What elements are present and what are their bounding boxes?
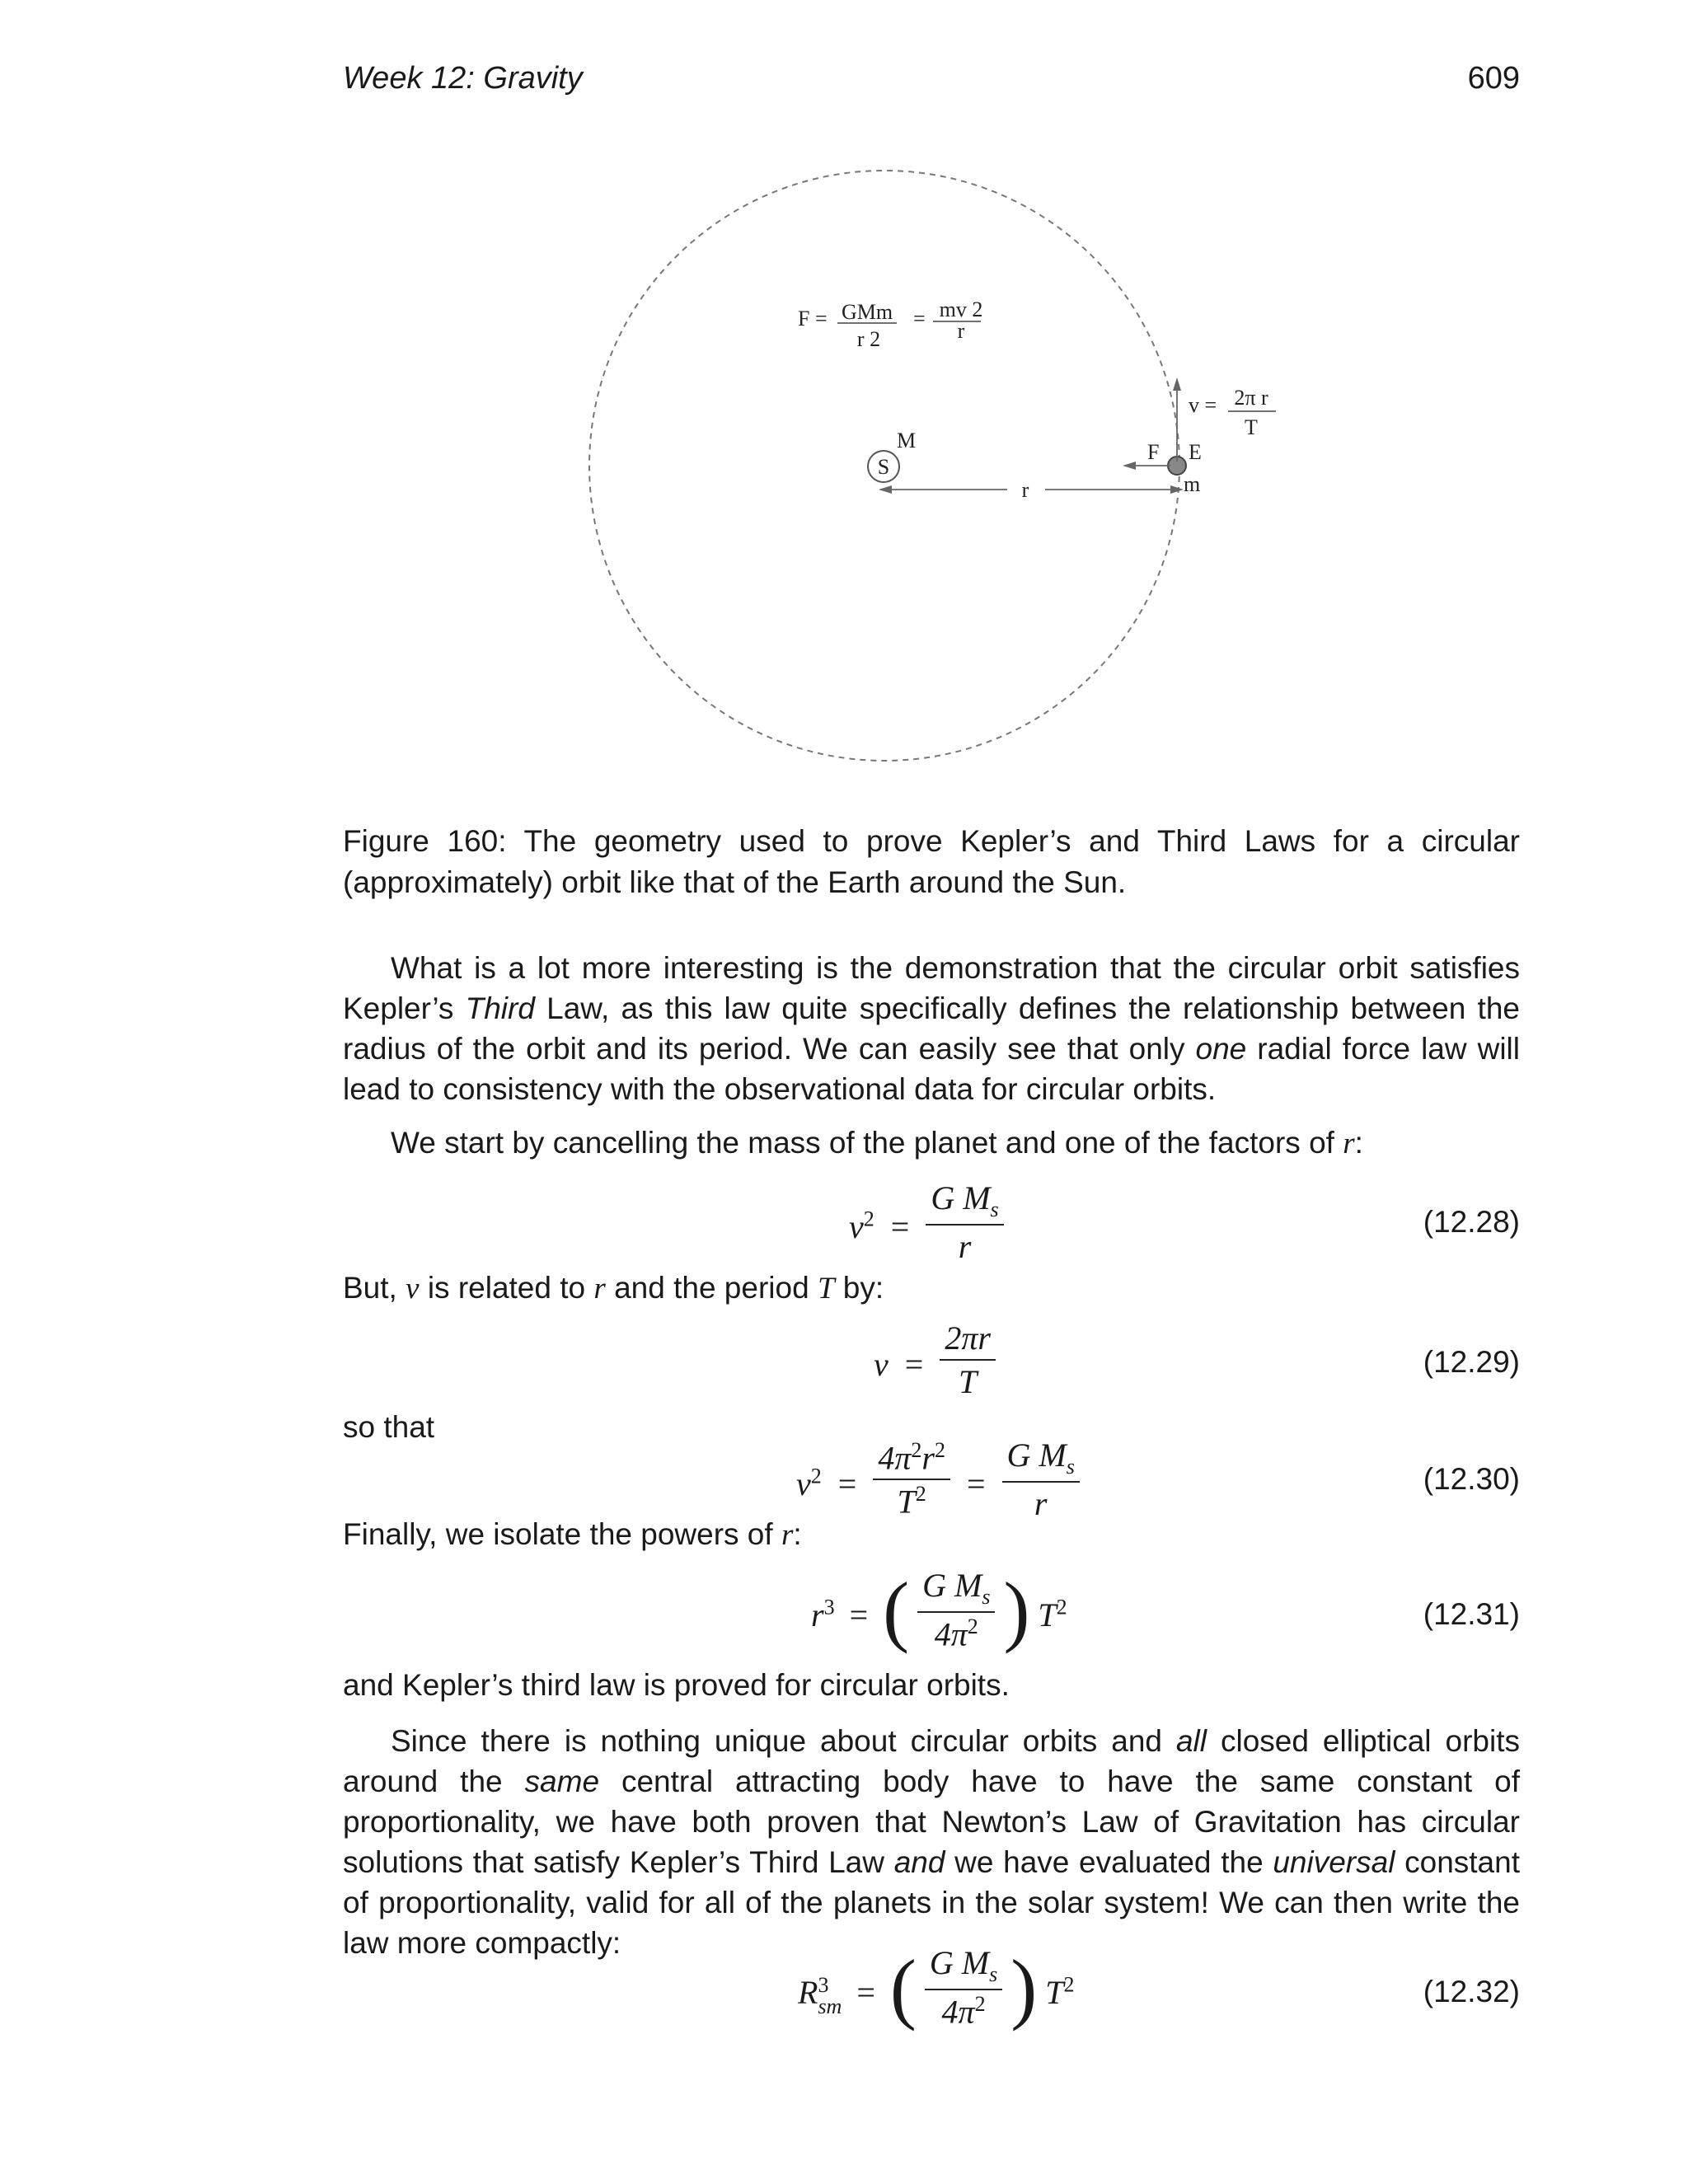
p3-var-v: v xyxy=(406,1272,420,1305)
force-arrowhead xyxy=(1123,462,1136,470)
paragraph-6: and Kepler’s third law is proved for circular orbits. xyxy=(343,1668,1010,1702)
radius-arrowhead-right xyxy=(1170,485,1184,494)
equation-number-12-28: (12.28) xyxy=(1423,1205,1520,1239)
paragraph-1 xyxy=(343,948,1520,1109)
p1-text-a: What is a lot more interesting is the demonstration that the circular orbit satisfies Kepler’s xyxy=(343,951,1520,1025)
p3-var-T: T xyxy=(817,1272,835,1305)
eq1231-left-paren: ( xyxy=(883,1566,910,1654)
eq1230-fraction-1: $\frac{4\pi^2r^2}{T^2}$ xyxy=(873,1438,950,1521)
force-label: F xyxy=(1147,440,1160,464)
p7-text-d: we have evaluated the xyxy=(945,1845,1273,1879)
force-formula-den1: r 2 xyxy=(856,327,881,351)
p2-var-r: r xyxy=(1343,1127,1355,1160)
p3-text-d: by: xyxy=(834,1271,884,1305)
p5-text-b: : xyxy=(793,1517,802,1551)
eq1232-equals: = xyxy=(856,1973,875,2011)
p7-text-b: closed elliptical orbits around the xyxy=(343,1724,1520,1798)
figure-caption: Figure 160: The geometry used to prove Kepler’s and Third Laws for a circular (approximately) orbit like that of the Earth around the Sun. xyxy=(343,824,1520,899)
eq1231-tail: $T^2$ xyxy=(1038,1595,1067,1633)
eq1232-lhs: R 3 sm xyxy=(798,1972,842,2018)
equation-12-28 xyxy=(0,1179,1688,1269)
eq1232-fraction: $\frac{G M_s}{4\pi^2}$ xyxy=(925,1943,1002,2031)
orbit-figure xyxy=(0,0,1688,791)
force-formula-num2: mv 2 xyxy=(939,298,983,321)
equation-number-12-32: (12.32) xyxy=(1423,1975,1520,2008)
velocity-formula-num: 2π r xyxy=(1234,386,1268,410)
eq1231-right-paren: ) xyxy=(1003,1566,1030,1654)
radius-arrowhead-left xyxy=(879,485,892,494)
force-formula-equals: = xyxy=(913,307,926,330)
p2-text-b: : xyxy=(1354,1126,1363,1160)
running-header-title: Week 12: Gravity xyxy=(343,61,583,96)
p7-emphasis-and: and xyxy=(893,1845,945,1879)
velocity-formula-den: T xyxy=(1245,415,1258,439)
eq1229-equals: = xyxy=(904,1346,924,1384)
p1-text-c: radial force law will lead to consistency with the observational data for circular orbits. xyxy=(343,1032,1521,1106)
velocity-arrowhead xyxy=(1173,377,1181,391)
eq1230-fraction-2: $\frac{G M_s}{r}$ xyxy=(1002,1436,1080,1523)
eq1232-right-paren: ) xyxy=(1010,1943,1038,2032)
eq1230-equals-1: = xyxy=(837,1465,857,1503)
eq1231-fraction: $\frac{G M_s}{4\pi^2}$ xyxy=(917,1566,995,1653)
eq1231-equals: = xyxy=(849,1596,869,1633)
sun-mass-label: M xyxy=(897,429,917,452)
p2-text-a: We start by cancelling the mass of the planet and one of the factors of xyxy=(391,1126,1343,1160)
eq1228-lhs: $v^2$ xyxy=(849,1207,874,1246)
eq1228-equals: = xyxy=(890,1208,910,1246)
eq1229-lhs: v xyxy=(874,1346,889,1384)
p3-text-a: But, xyxy=(343,1271,406,1305)
eq1232-tail: $T^2$ xyxy=(1045,1972,1075,2011)
p7-emphasis-same: same xyxy=(524,1765,600,1798)
p7-emphasis-universal: universal xyxy=(1273,1845,1395,1879)
force-formula-num1: GMm xyxy=(841,300,893,324)
equation-number-12-29: (12.29) xyxy=(1423,1345,1520,1379)
p7-text-e: constant of proportionality, valid for all of the planets in the solar system! We can then write the law more compactly: xyxy=(343,1845,1520,1960)
p1-emphasis-third: Third xyxy=(465,991,535,1025)
earth-label: E xyxy=(1189,440,1202,464)
p3-text-b: is related to xyxy=(419,1271,594,1305)
equation-12-31 xyxy=(0,1564,1688,1671)
velocity-formula-lhs: v = xyxy=(1189,393,1217,417)
eq1230-lhs: $v^2$ xyxy=(796,1464,822,1503)
eq1232-left-paren: ( xyxy=(889,1943,917,2032)
radius-label: r xyxy=(1021,478,1029,502)
paragraph-2 xyxy=(343,1122,1520,1164)
equation-12-29 xyxy=(0,1319,1688,1409)
p5-var-r: r xyxy=(781,1518,794,1552)
p7-text-c: central attracting body have to have the same constant of proportionality, we have both proven that Newton’s Law of Gravitation has circular solutions that satisfy Kepler’s Third Law xyxy=(343,1765,1520,1879)
p1-text-b: Law, as this law quite specifically defines the relationship between the radius of the orbit and its period. We can easily see that only xyxy=(343,991,1520,1066)
equation-number-12-31: (12.31) xyxy=(1423,1597,1520,1631)
page-number: 609 xyxy=(1467,61,1520,96)
paragraph-4: so that xyxy=(343,1410,435,1444)
p1-emphasis-one: one xyxy=(1195,1032,1247,1066)
eq1228-fraction: $\frac{G M_s}{r}$ xyxy=(926,1179,1003,1266)
p7-text-a: Since there is nothing unique about circular orbits and xyxy=(391,1724,1176,1758)
equation-12-30 xyxy=(0,1436,1688,1526)
p3-text-c: and the period xyxy=(605,1271,818,1305)
p7-emphasis-all: all xyxy=(1175,1724,1207,1758)
paragraph-5 xyxy=(343,1514,1520,1555)
paragraph-7 xyxy=(343,1721,1520,1963)
p3-var-r: r xyxy=(593,1272,606,1305)
force-formula-lhs: F = xyxy=(798,307,828,330)
p5-text-a: Finally, we isolate the powers of xyxy=(343,1517,781,1551)
equation-12-32 xyxy=(0,1942,1688,2049)
earth-mass-label: m xyxy=(1184,472,1201,496)
sun-label: S xyxy=(877,455,890,479)
eq1230-equals-2: = xyxy=(966,1465,986,1503)
equation-number-12-30: (12.30) xyxy=(1423,1462,1520,1496)
eq1231-lhs: $r^3$ xyxy=(811,1595,835,1633)
paragraph-3 xyxy=(343,1268,1520,1309)
force-formula-den2: r xyxy=(957,319,965,343)
eq1229-fraction: $\frac{2\pi r}{T}$ xyxy=(940,1319,996,1401)
